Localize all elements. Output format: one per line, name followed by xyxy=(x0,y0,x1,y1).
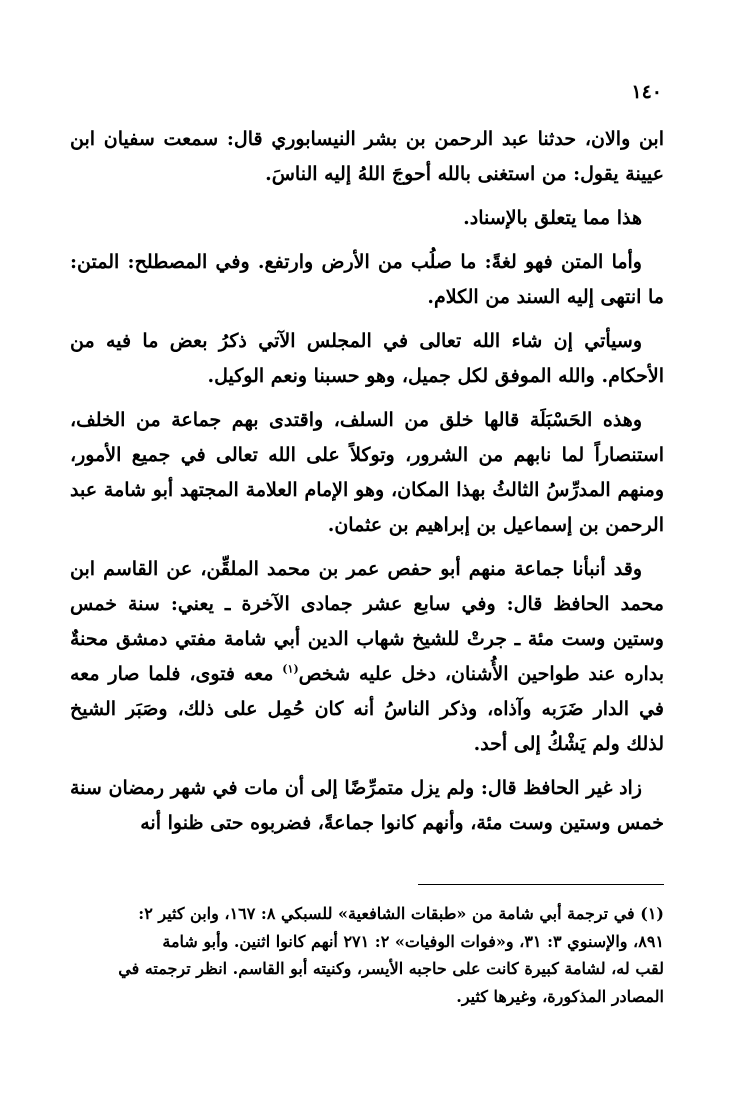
paragraph-addition: زاد غير الحافظ قال: ولم يزل متمرِّضًا إلى أن مات في شهر رمضان سنة خمس وستين وست مئة، وأنهم كانوا جماعةً، فضربوه حتى ظنوا أنه xyxy=(70,777,664,834)
page-number: ١٤٠ xyxy=(631,81,662,103)
paragraph-hasbala: وهذه الحَسْبَلَة قالها خلق من السلف، واقتدى بهم جماعة من الخلف، استنصاراً لما نابهم من الشرور، وتوكلاً على الله تعالى في جميع الأمور، ومنهم المدرِّسُ الثالثُ بهذا المكان، وهو الإمام العلامة المجتهد أبو شامة عبد الرحمن بن إسماعيل بن إبراهيم بن عثمان. xyxy=(70,409,664,536)
incident-text-start: وقد أنبأنا جماعة منهم أبو حفص عمر بن محمد الملقِّن، عن القاسم ابن محمد الحافظ قال: وفي سابع عشر جمادى الآخرة ـ يعني: سنة خمس وستين وست مئة ـ جرتْ للشيخ شهاب الدين أبي شامة مفتي دمشق محنةٌ بداره عند طواحين الأُشنان، دخل عليه شخص xyxy=(70,558,664,685)
paragraph-matn-definition: وأما المتن فهو لغةً: ما صلُب من الأرض وارتفع. وفي المصطلح: المتن: ما انتهى إليه السند من الكلام. xyxy=(70,251,664,308)
footnote-line: لقب له، لشامة كبيرة كانت على حاجبه الأيسر، وكنيته أبو القاسم. انظر ترجمته في xyxy=(118,959,664,978)
footnote-line: ٨٩١، والإسنوي ٣: ٣١، و«فوات الوفيات» ٢: ٢٧١ أنهم كانوا اثنين. وأبو شامة xyxy=(162,931,664,951)
footnote xyxy=(70,900,664,1010)
paragraph-abu-shama-incident xyxy=(70,552,664,762)
paragraph-next-session: وسيأتي إن شاء الله تعالى في المجلس الآتي ذكرُ بعض ما فيه من الأحكام. والله الموفق لكل جميل، وهو حسبنا ونعم الوكيل. xyxy=(70,330,664,387)
paragraph-isnad: ابن والان، حدثنا عبد الرحمن بن بشر النيسابوري قال: سمعت سفيان ابن عيينة يقول: من استغنى بالله أحوجَ اللهُ إليه الناسَ. xyxy=(70,128,664,185)
footnote-line: المصادر المذكورة، وغيرها كثير. xyxy=(456,986,664,1006)
footnote-divider xyxy=(418,884,664,885)
incident-text-end: معه فتوى، فلما صار معه في الدار ضَرَبه وآذاه، وذكر الناسُ أنه كان حُمِل على ذلك، وصَبَر الشيخ لذلك ولم يَشْكُ إلى أحد. xyxy=(70,663,664,755)
paragraph-isnad-note: هذا مما يتعلق بالإسناد. xyxy=(463,207,642,229)
footnote-marker[interactable]: (١) xyxy=(282,662,299,676)
main-text xyxy=(70,122,664,850)
footnote-line: (١) في ترجمة أبي شامة من «طبقات الشافعية» للسبكي ٨: ١٦٧، وابن كثير ٢: xyxy=(138,904,664,923)
